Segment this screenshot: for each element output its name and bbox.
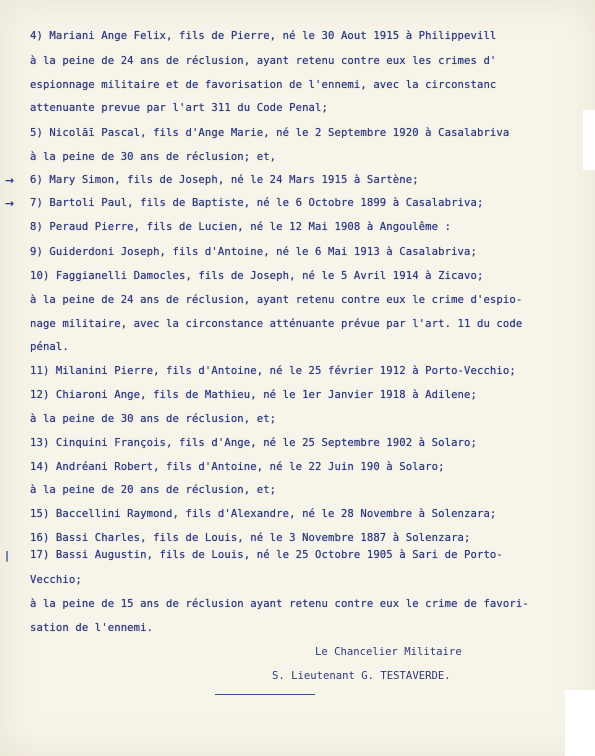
text-line: à la peine de 30 ans de réclusion; et, <box>30 151 277 163</box>
text-line: 17) Bassi Augustin, fils de Louis, né le 25 Octobre 1905 à Sari de Porto- <box>30 549 503 561</box>
text-line: 15) Baccellini Raymond, fils d'Alexandre, né le 28 Novembre à Solenzara; <box>30 508 497 520</box>
margin-mark: → <box>5 174 15 187</box>
torn-edge <box>565 690 595 756</box>
text-line: 16) Bassi Charles, fils de Louis, né le 3 Novembre 1887 à Solenzara; <box>30 532 471 544</box>
text-line: 14) Andréani Robert, fils d'Antoine, né le 22 Juin 190 à Solaro; <box>30 461 445 473</box>
text-line: à la peine de 15 ans de réclusion ayant retenu contre eux le crime de favori- <box>30 598 529 610</box>
text-line: 12) Chiaroni Ange, fils de Mathieu, né le 1er Janvier 1918 à Adilene; <box>30 389 477 401</box>
text-line: espionnage militaire et de favorisation de l'ennemi, avec la circonstanc <box>30 79 497 91</box>
text-line: à la peine de 20 ans de réclusion, et; <box>30 484 277 496</box>
text-line: sation de l'ennemi. <box>30 622 154 634</box>
margin-mark: → <box>5 197 15 210</box>
signature-name: S. Lieutenant G. TESTAVERDE. <box>272 670 451 682</box>
text-line: 9) Guiderdoni Joseph, fils d'Antoine, né le 6 Mai 1913 à Casalabriva; <box>30 246 477 258</box>
signature-title: Le Chancelier Militaire <box>315 646 462 658</box>
text-line: 13) Cinquini François, fils d'Ange, né le 25 Septembre 1902 à Solaro; <box>30 437 477 449</box>
text-line: 10) Faggianelli Damocles, fils de Joseph, né le 5 Avril 1914 à Zicavo; <box>30 270 484 282</box>
torn-edge <box>583 110 595 170</box>
text-line: à la peine de 30 ans de réclusion, et; <box>30 413 277 425</box>
text-line: 11) Milanini Pierre, fils d'Antoine, né le 25 février 1912 à Porto-Vecchio; <box>30 365 516 377</box>
text-line: attenuante prevue par l'art 311 du Code Penal; <box>30 102 328 114</box>
text-line: à la peine de 24 ans de réclusion, ayant retenu contre eux le crime d'espio- <box>30 294 523 306</box>
text-line: 6) Mary Simon, fils de Joseph, né le 24 Mars 1915 à Sartène; <box>30 174 419 186</box>
text-line: pénal. <box>30 341 69 353</box>
text-line: Vecchio; <box>30 574 82 586</box>
margin-mark: | <box>5 549 10 562</box>
text-line: 7) Bartoli Paul, fils de Baptiste, né le 6 Octobre 1899 à Casalabriva; <box>30 197 484 209</box>
text-line: 4) Mariani Ange Felix, fils de Pierre, né le 30 Aout 1915 à Philippevill <box>30 30 497 42</box>
text-line: à la peine de 24 ans de réclusion, ayant retenu contre eux les crimes d' <box>30 55 497 67</box>
text-line: nage militaire, avec la circonstance atténuante prévue par l'art. 11 du code <box>30 318 523 330</box>
signature-rule <box>215 694 315 695</box>
text-line: 5) Nicolāī Pascal, fils d'Ange Marie, né le 2 Septembre 1920 à Casalabriva <box>30 127 510 139</box>
text-line: 8) Peraud Pierre, fils de Lucien, né le 12 Mai 1908 à Angoulême : <box>30 221 452 233</box>
